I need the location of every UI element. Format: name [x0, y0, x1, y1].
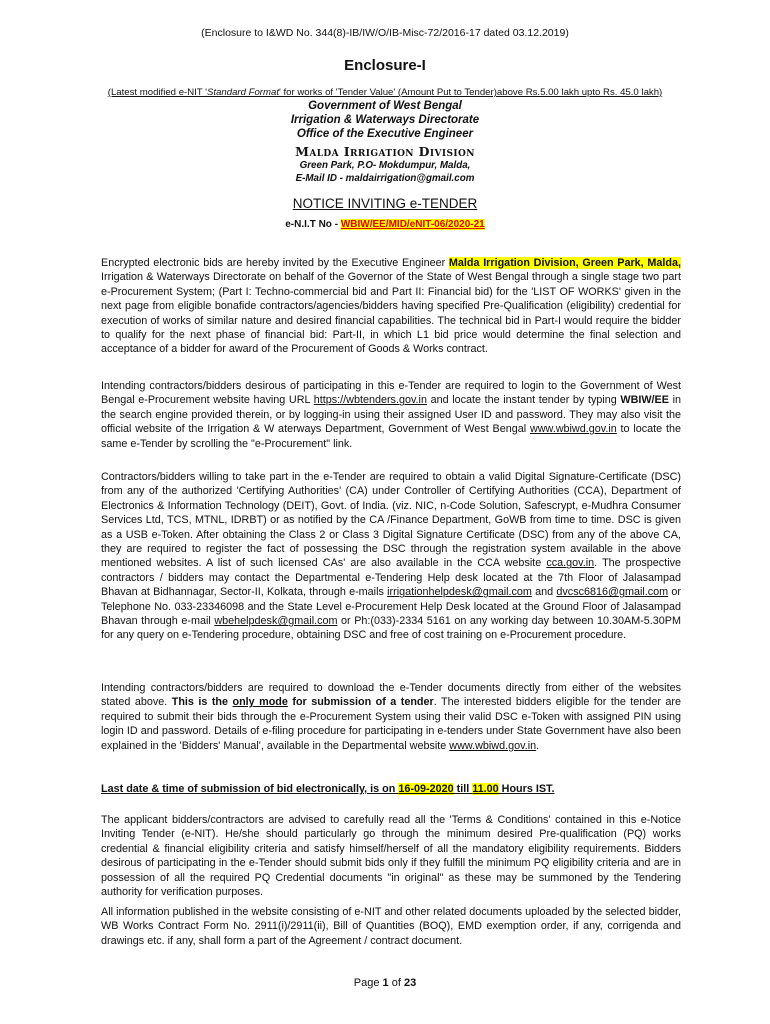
- paragraph-agreement: All information published in the website consisting of e-NIT and other related documents uploaded by the selected bidder, WB Works Contract Form No. 2911(i)/2911(ii), Bill of Quantities (BOQ), EMD exemption order, if any, corrigenda and drawings etc. if any, shall form a part of the Agreement / contract document.: [101, 906, 681, 947]
- p3-text-b: . The prospective contractors / bidders may contact the Departmental e-Tendering Help desk located at the 7th Floor of Jalasampad Bhavan at Bidhannagar, Sector-II, Kolkata, through e-mails: [101, 557, 682, 599]
- p2-text-a: Intending contractors/bidders desirous of participating in this e-Tender are required to login to the Government of West Bengal e-Procurement website having URL: [101, 380, 681, 407]
- p3-text-a: Contractors/bidders willing to take part in the e-Tender are required to obtain a valid Digital Signature-Certificate (DSC) from any of the authorized 'Certifying Authorities' (CA) under Controller of Certifying Authorities (CCA), Department of Electronics & Information Technology (DEIT), Govt. of India. (viz. NIC, n-Code Solution, Safescrypt, e-Mudhra Consumer Services Ltd, TCS, MTNL, IDRBT) or as notified by the CA /Finance Department, GoWB from time to time. DSC is given as a USB e-Token. After obtaining the Class 2 or Class 3 Digital Signature Certificate (DSC) from any of the above CA, they are required to register the fact of possessing the DSC through the registration system available in the above mentioned websites. A list of such licensed CAs' are also available in the CCA website: [101, 471, 681, 570]
- nit-label: e-N.I.T No -: [285, 219, 341, 230]
- wbehelpdesk-email-link[interactable]: wbehelpdesk@gmail.com: [214, 615, 338, 628]
- page-label: Page: [353, 977, 383, 989]
- wbiwd-link[interactable]: www.wbiwd.gov.in: [529, 423, 617, 436]
- wbtenders-link[interactable]: https://wbtenders.gov.in: [313, 394, 427, 407]
- p2-text-d: to locate the same e-Tender by scrolling the "e-Procurement" link.: [101, 423, 681, 450]
- nit-number: WBIW/EE/MID/eNIT-06/2020-21: [340, 219, 485, 230]
- page-number: [0, 977, 770, 989]
- p2-text-c: in the search engine provided therein, or by logging-in using their assigned User ID and password. They may also visit the official website of the Irrigation & W aterways Department, Government of West Bengal: [101, 394, 681, 436]
- enclosure-title: Enclosure-I: [344, 57, 426, 74]
- helpdesk-email-link[interactable]: irrigationhelpdesk@gmail.com: [387, 586, 532, 599]
- wbiwd-manual-link[interactable]: www.wbiwd.gov.in: [449, 739, 537, 752]
- p4-text-a: Intending contractors/bidders are required to download the e-Tender documents directly from either of the websites stated above.: [101, 682, 681, 709]
- p4-bold-b: This is the: [171, 696, 233, 709]
- deadline-time: 11.00: [472, 783, 499, 795]
- paragraph-invitation: [101, 256, 681, 357]
- p3-text-e: or Ph:(033)-2334 5161 on any working day between 10.30AM-5.30PM for any query on e-Tendering procedure, obtaining DSC and free of cost training on e-Procurement procedure.: [101, 615, 682, 642]
- p1-text-c: Irrigation & Waterways Directorate on behalf of the Governor of the State of West Bengal through a single stage two part e-Procurement System; (Part I: Techno-commercial bid and Part II: Financial bid) for the 'LIST OF WORKS' given in the next page from eligible bonafide contractors/agencies/bidders having specified Pre-Qualification (eligibility) credential for execution of works of similar nature and desired financial capabilities. The technical bid in Part-I would require the bidder to qualify for the next phase of financial bid: Part-II, in which L1 bid price would determine the final selection and acceptance of a bidder for award of the Procurement of Goods & Works contract.: [101, 271, 681, 356]
- reference-line: (Enclosure to I&WD No. 344(8)-IB/IW/O/IB-Misc-72/2016-17 dated 03.12.2019): [201, 27, 569, 39]
- p4-text-e: . The interested bidders eligible for the tender are required to submit their bids through the e-Procurement System using their valid DSC e-Token with assigned PIN using login ID and password. Details of e-filing procedure for participating in e-tenders under State Government have also been explained in the 'Bidders' Manual', available in the Departmental website: [101, 696, 681, 752]
- paragraph-dsc: [101, 470, 681, 643]
- deadline-text-c: Hours IST: [498, 783, 552, 795]
- nit-number-line: [0, 219, 770, 230]
- deadline-date: 16-09-2020: [398, 783, 454, 795]
- dvcsc-email-link[interactable]: dvcsc6816@gmail.com: [556, 586, 669, 599]
- directorate-name: Irrigation & Waterways Directorate: [290, 114, 480, 126]
- format-subtitle: [0, 87, 770, 98]
- subtitle-pre: (Latest modified e-NIT ': [107, 87, 207, 98]
- p1-text-a: Encrypted electronic bids are hereby invited by the Executive Engineer: [101, 257, 449, 269]
- p4-text-f: .: [536, 739, 540, 752]
- p2-text-b: and locate the instant tender by typing: [426, 394, 621, 407]
- paragraph-login: [101, 379, 681, 451]
- office-address: Green Park, P.O- Mokdumpur, Malda,: [299, 160, 471, 171]
- cca-link[interactable]: cca.gov.in: [546, 557, 595, 570]
- only-mode-text: only mode: [232, 696, 288, 709]
- office-name: Office of the Executive Engineer: [296, 128, 474, 140]
- deadline-text-a: Last date & time of submission of bid electronically, is on: [101, 783, 399, 795]
- notice-heading: NOTICE INVITING e-TENDER: [292, 196, 478, 211]
- paragraph-download: [101, 681, 681, 753]
- deadline-text-b: till: [453, 783, 473, 795]
- office-email: E-Mail ID - maldairrigation@gmail.com: [295, 173, 475, 184]
- paragraph-terms: The applicant bidders/contractors are advised to carefully read all the 'Terms & Conditions' contained in this e-Notice Inviting Tender (e-NIT). He/she should particularly go through the minimum desired Pre-qualification (PQ) works credential & financial eligibility criteria and satisfy himself/herself of all the mandatory eligibility requirements. Bidders desirous of participating in the e-Tender should submit bids only if they fulfill the minimum PQ eligibility criteria and are in possession of all the required PQ Credential documents "in original" as these may be summoned by the Tendering authority for verification purposes.: [101, 814, 681, 899]
- government-name: Government of West Bengal: [308, 100, 462, 112]
- page-total: 23: [403, 977, 417, 989]
- p3-text-c: and: [531, 586, 557, 599]
- division-name: Malda Irrigation Division: [295, 144, 475, 159]
- p4-bold-d: for submission of a tender: [287, 696, 434, 709]
- subtitle-post: ' for works of 'Tender Value' (Amount Put to Tender)above Rs.5.00 lakh upto Rs. 45.0 lakh): [279, 87, 663, 98]
- submission-deadline: [101, 783, 681, 795]
- subtitle-italic: Standard Format: [207, 87, 279, 98]
- search-term: WBIW/EE: [620, 394, 669, 407]
- p3-text-d: or Telephone No. 033-23346098 and the State Level e-Procurement Help Desk located at the Ground Floor of Jalasampad Bhavan through e-mail: [101, 586, 682, 628]
- page-current: 1: [382, 977, 389, 989]
- deadline-text-d: .: [551, 783, 555, 795]
- division-highlight: Malda Irrigation Division, Green Park, Malda,: [448, 257, 681, 269]
- page-of-label: of: [388, 977, 404, 989]
